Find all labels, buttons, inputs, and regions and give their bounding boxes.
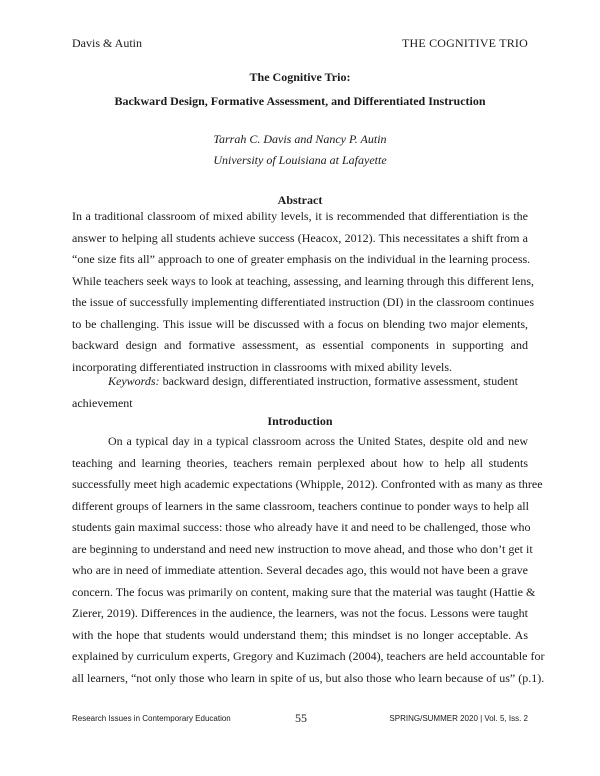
paper-subtitle: Backward Design, Formative Assessment, and Differentiated Instruction xyxy=(114,94,486,108)
intro-line: teaching and learning theories, teachers remain perplexed about how to help all students xyxy=(72,455,528,470)
abstract-line: the issue of successfully implementing differentiated instruction (DI) in the classroom continues xyxy=(72,295,534,309)
keywords-line-2: achievement xyxy=(72,395,133,410)
intro-line: with the hope that students would understand them; this mindset is no longer acceptable. As xyxy=(72,627,528,642)
introduction-body xyxy=(72,431,545,689)
running-header-authors: Davis & Autin xyxy=(72,36,143,50)
author-affiliation: University of Louisiana at Lafayette xyxy=(213,153,387,167)
page-number: 55 xyxy=(295,711,307,725)
intro-line: On a typical day in a typical classroom across the United States, despite old and new xyxy=(108,434,528,448)
intro-line: successfully meet high academic expectations (Whipple, 2012). Confronted with as many as three xyxy=(72,477,543,491)
abstract-body xyxy=(72,206,534,378)
paper-title: The Cognitive Trio: xyxy=(249,70,351,84)
intro-line: are beginning to understand and need new instruction to move ahead, and those who don’t get it xyxy=(72,541,533,556)
intro-line: all learners, “not only those who learn in spite of us, but also those who learn because of us” (p.1). xyxy=(72,670,545,685)
running-header-title: THE COGNITIVE TRIO xyxy=(401,36,528,50)
abstract-line: backward design and formative assessment, as essential components in supporting and xyxy=(72,338,528,352)
intro-line: different groups of learners in the same classroom, teachers continue to ponder ways to help all xyxy=(72,498,529,513)
intro-line: who are in need of immediate attention. Several decades ago, this would not have been a grave xyxy=(72,563,528,577)
abstract-line: In a traditional classroom of mixed ability levels, it is recommended that differentiation is the xyxy=(72,209,528,223)
abstract-line: answer to helping all students achieve success (Heacox, 2012). This necessitates a shift from a xyxy=(72,230,528,245)
abstract-line: While teachers seek ways to look at teaching, assessing, and learning through this different lens, xyxy=(72,273,534,288)
intro-line: students gain maximal success: those who already have it and need to be challenged, those who xyxy=(72,520,531,534)
abstract-line: incorporating differentiated instruction in classrooms with mixed ability levels. xyxy=(72,359,453,374)
keywords xyxy=(72,371,528,414)
keywords-label: Keywords: xyxy=(108,374,160,388)
intro-line: Zierer, 2019). Differences in the audience, the learners, was not the focus. Lessons were taught xyxy=(72,606,528,620)
abstract-line: to be challenging. This issue will be discussed with a focus on blending two major elements, xyxy=(72,316,528,331)
intro-line: explained by curriculum experts, Gregory and Kuzimach (2004), teachers are held accountable for xyxy=(72,649,545,663)
abstract-heading: Abstract xyxy=(277,193,323,207)
introduction-heading: Introduction xyxy=(267,414,333,428)
intro-line: concern. The focus was primarily on content, making sure that the material was taught (Hattie & xyxy=(72,584,536,599)
author-names: Tarrah C. Davis and Nancy P. Autin xyxy=(213,132,387,146)
abstract-line: “one size fits all” approach to one of greater emphasis on the individual in the learning process. xyxy=(72,252,531,266)
footer-journal: Research Issues in Contemporary Education xyxy=(72,714,231,723)
footer-issue: SPRING/SUMMER 2020 | Vol. 5, Iss. 2 xyxy=(389,714,528,723)
keywords-line xyxy=(72,371,528,393)
keywords-list: backward design, differentiated instruction, formative assessment, student xyxy=(159,374,518,388)
